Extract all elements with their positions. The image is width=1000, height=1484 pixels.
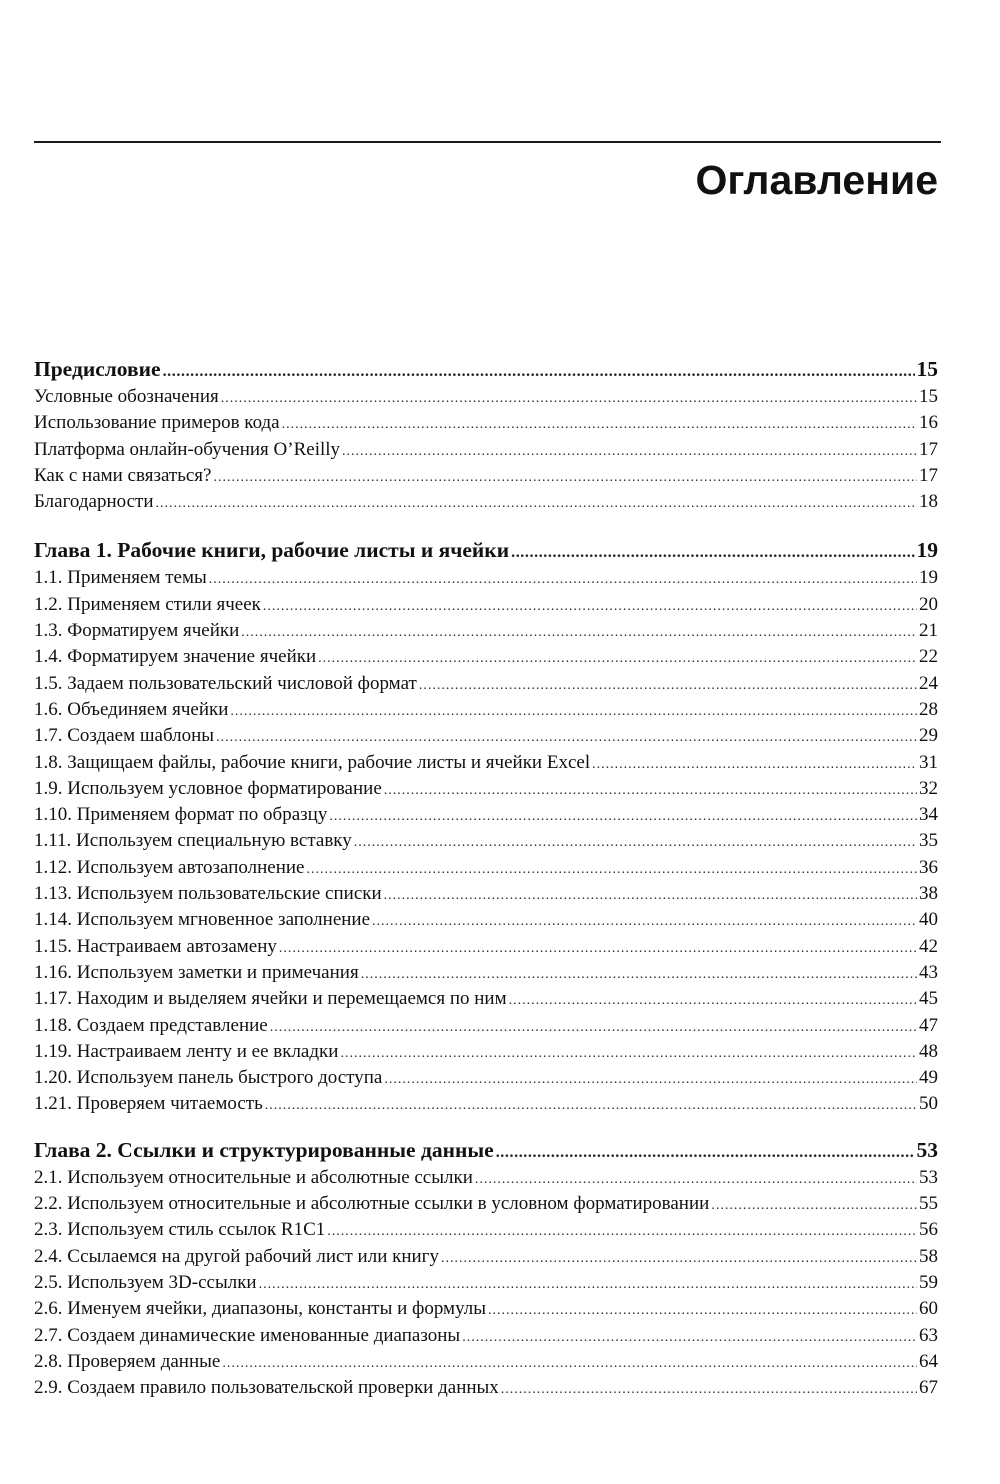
page-number: 67 bbox=[919, 1377, 938, 1399]
toc-entry[interactable] bbox=[34, 802, 938, 828]
toc-entry[interactable] bbox=[34, 1165, 938, 1191]
entry-title: 1.1. Применяем темы bbox=[34, 567, 207, 589]
page-number: 17 bbox=[919, 464, 938, 486]
section-spacer bbox=[34, 515, 938, 535]
dot-leader bbox=[270, 1015, 917, 1041]
dot-leader bbox=[384, 1067, 917, 1093]
entry-title: 2.9. Создаем правило пользовательской проверки данных bbox=[34, 1377, 499, 1399]
entry-title: 1.16. Используем заметки и примечания bbox=[34, 961, 359, 983]
toc-entry[interactable] bbox=[34, 565, 938, 591]
dot-leader bbox=[511, 538, 914, 568]
toc-entry[interactable] bbox=[34, 828, 938, 854]
page-number: 24 bbox=[919, 672, 938, 694]
page-number: 21 bbox=[919, 620, 938, 642]
page-number: 15 bbox=[916, 357, 938, 381]
page-number: 55 bbox=[919, 1193, 938, 1215]
dot-leader bbox=[592, 752, 917, 778]
toc-entry[interactable] bbox=[34, 1270, 938, 1296]
chapter-heading-entry[interactable] bbox=[34, 1135, 938, 1165]
dot-leader bbox=[475, 1167, 917, 1193]
dot-leader bbox=[354, 830, 917, 856]
page-number: 35 bbox=[919, 830, 938, 852]
page-number: 18 bbox=[919, 491, 938, 513]
toc-entry[interactable] bbox=[34, 1039, 938, 1065]
entry-title: Платформа онлайн-обучения O’Reilly bbox=[34, 438, 341, 460]
toc-entry[interactable] bbox=[34, 697, 938, 723]
toc-entry[interactable] bbox=[34, 618, 938, 644]
page-number: 49 bbox=[919, 1067, 938, 1089]
dot-leader bbox=[488, 1298, 917, 1324]
dot-leader bbox=[241, 620, 917, 646]
toc-entry[interactable] bbox=[34, 592, 938, 618]
dot-leader bbox=[496, 1138, 915, 1168]
chapter-heading-entry[interactable] bbox=[34, 354, 938, 384]
entry-title: 1.11. Используем специальную вставку bbox=[34, 830, 352, 852]
toc-entry[interactable] bbox=[34, 855, 938, 881]
toc-entry[interactable] bbox=[34, 463, 938, 489]
dot-leader bbox=[372, 909, 917, 935]
toc-section bbox=[34, 535, 938, 1117]
toc-section bbox=[34, 354, 938, 515]
toc-entry[interactable] bbox=[34, 489, 938, 515]
entry-title: Использование примеров кода bbox=[34, 412, 280, 434]
entry-title: 2.2. Используем относительные и абсолютные ссылки в условном форматировании bbox=[34, 1193, 710, 1215]
page-number: 34 bbox=[919, 804, 938, 826]
dot-leader bbox=[327, 1219, 917, 1245]
page-number: 40 bbox=[919, 909, 938, 931]
entry-title: 2.5. Используем 3D-ссылки bbox=[34, 1271, 257, 1293]
toc-entry[interactable] bbox=[34, 960, 938, 986]
entry-title: 1.21. Проверяем читаемость bbox=[34, 1093, 263, 1115]
page-number: 53 bbox=[919, 1166, 938, 1188]
dot-leader bbox=[265, 1093, 917, 1119]
page-number: 63 bbox=[919, 1324, 938, 1346]
dot-leader bbox=[342, 439, 917, 465]
entry-title: 1.14. Используем мгновенное заполнение bbox=[34, 909, 371, 931]
entry-title: Условные обозначения bbox=[34, 386, 219, 407]
page-number: 20 bbox=[919, 593, 938, 615]
chapter-title: Предисловие bbox=[34, 357, 161, 381]
dot-leader bbox=[259, 1272, 917, 1298]
toc-entry[interactable] bbox=[34, 881, 938, 907]
page-number: 60 bbox=[919, 1298, 938, 1320]
entry-title: Как с нами связаться? bbox=[34, 464, 212, 486]
entry-title: Благодарности bbox=[34, 491, 154, 513]
entry-title: 1.3. Форматируем ячейки bbox=[34, 620, 240, 642]
toc-entry[interactable] bbox=[34, 1296, 938, 1322]
page-number: 47 bbox=[919, 1014, 938, 1036]
page-number: 43 bbox=[919, 961, 938, 983]
header-rule bbox=[34, 141, 941, 143]
entry-title: 1.18. Создаем представление bbox=[34, 1014, 268, 1036]
dot-leader bbox=[209, 567, 917, 593]
toc-entry[interactable] bbox=[34, 410, 938, 436]
entry-title: 1.2. Применяем стили ячеек bbox=[34, 593, 261, 615]
chapter-title: Глава 1. Рабочие книги, рабочие листы и ячейки bbox=[34, 538, 510, 563]
chapter-title: Глава 2. Ссылки и структурированные данные bbox=[34, 1137, 494, 1162]
page-number: 15 bbox=[919, 386, 938, 407]
dot-leader bbox=[361, 962, 917, 988]
toc-entry[interactable] bbox=[34, 1013, 938, 1039]
dot-leader bbox=[384, 883, 917, 909]
page-number: 59 bbox=[919, 1271, 938, 1293]
entry-title: 1.17. Находим и выделяем ячейки и перемещаемся по ним bbox=[34, 988, 507, 1010]
toc-entry[interactable] bbox=[34, 1375, 938, 1401]
entry-title: 2.8. Проверяем данные bbox=[34, 1350, 221, 1372]
toc-entry[interactable] bbox=[34, 1323, 938, 1349]
dot-leader bbox=[318, 646, 917, 672]
dot-leader bbox=[221, 386, 917, 412]
dot-leader bbox=[279, 936, 917, 962]
toc-entry[interactable] bbox=[34, 1091, 938, 1117]
dot-leader bbox=[384, 778, 917, 804]
page-number: 48 bbox=[919, 1040, 938, 1062]
dot-leader bbox=[282, 412, 917, 438]
toc-entry[interactable] bbox=[34, 934, 938, 960]
table-of-contents bbox=[34, 354, 938, 1401]
entry-title: 2.3. Используем стиль ссылок R1C1 bbox=[34, 1219, 326, 1241]
chapter-heading-entry[interactable] bbox=[34, 535, 938, 565]
toc-entry[interactable] bbox=[34, 644, 938, 670]
section-spacer bbox=[34, 1118, 938, 1135]
page-title: Оглавление bbox=[695, 157, 938, 203]
entry-title: 2.1. Используем относительные и абсолютные ссылки bbox=[34, 1166, 473, 1188]
dot-leader bbox=[230, 699, 917, 725]
dot-leader bbox=[419, 673, 917, 699]
page-number: 32 bbox=[919, 777, 938, 799]
page-number: 16 bbox=[919, 412, 938, 434]
dot-leader bbox=[156, 491, 918, 517]
entry-title: 1.6. Объединяем ячейки bbox=[34, 698, 229, 720]
page-number: 38 bbox=[919, 883, 938, 905]
page-number: 58 bbox=[919, 1245, 938, 1267]
page-number: 50 bbox=[919, 1093, 938, 1115]
dot-leader bbox=[306, 857, 917, 883]
page-number: 19 bbox=[919, 567, 938, 589]
page-number: 56 bbox=[919, 1219, 938, 1241]
entry-title: 1.10. Применяем формат по образцу bbox=[34, 804, 328, 826]
entry-title: 1.20. Используем панель быстрого доступа bbox=[34, 1067, 383, 1089]
dot-leader bbox=[163, 357, 915, 387]
page-number: 29 bbox=[919, 725, 938, 747]
toc-entry[interactable] bbox=[34, 907, 938, 933]
toc-entry[interactable] bbox=[34, 1191, 938, 1217]
page-number: 42 bbox=[919, 935, 938, 957]
toc-entry[interactable] bbox=[34, 776, 938, 802]
toc-entry[interactable] bbox=[34, 1065, 938, 1091]
dot-leader bbox=[222, 1351, 917, 1377]
toc-entry[interactable] bbox=[34, 986, 938, 1012]
entry-title: 2.4. Ссылаемся на другой рабочий лист или книгу bbox=[34, 1245, 439, 1267]
dot-leader bbox=[263, 594, 917, 620]
page-number: 17 bbox=[919, 438, 938, 460]
toc-entry[interactable] bbox=[34, 750, 938, 776]
dot-leader bbox=[501, 1377, 917, 1403]
toc-entry[interactable] bbox=[34, 671, 938, 697]
entry-title: 2.6. Именуем ячейки, диапазоны, константы и формулы bbox=[34, 1298, 486, 1320]
dot-leader bbox=[711, 1193, 917, 1219]
entry-title: 1.4. Форматируем значение ячейки bbox=[34, 646, 317, 668]
page-number: 36 bbox=[919, 856, 938, 878]
entry-title: 1.15. Настраиваем автозамену bbox=[34, 935, 277, 957]
entry-title: 1.19. Настраиваем ленту и ее вкладки bbox=[34, 1040, 339, 1062]
page-number: 28 bbox=[919, 698, 938, 720]
dot-leader bbox=[213, 465, 917, 491]
entry-title: 1.13. Используем пользовательские списки bbox=[34, 883, 382, 905]
toc-section bbox=[34, 1135, 938, 1402]
dot-leader bbox=[329, 804, 917, 830]
page-number: 45 bbox=[919, 988, 938, 1010]
entry-title: 1.9. Используем условное форматирование bbox=[34, 777, 382, 799]
dot-leader bbox=[441, 1246, 917, 1272]
toc-entry[interactable] bbox=[34, 437, 938, 463]
toc-entry[interactable] bbox=[34, 1217, 938, 1243]
page-number: 19 bbox=[916, 538, 938, 563]
page-number: 64 bbox=[919, 1350, 938, 1372]
page-number: 31 bbox=[919, 751, 938, 773]
dot-leader bbox=[216, 725, 917, 751]
toc-entry[interactable] bbox=[34, 384, 938, 410]
entry-title: 1.8. Защищаем файлы, рабочие книги, рабочие листы и ячейки Excel bbox=[34, 751, 591, 773]
entry-title: 2.7. Создаем динамические именованные диапазоны bbox=[34, 1324, 461, 1346]
dot-leader bbox=[509, 988, 917, 1014]
dot-leader bbox=[462, 1325, 917, 1351]
entry-title: 1.5. Задаем пользовательский числовой формат bbox=[34, 672, 417, 694]
toc-entry[interactable] bbox=[34, 1349, 938, 1375]
page-number: 53 bbox=[916, 1137, 938, 1162]
entry-title: 1.7. Создаем шаблоны bbox=[34, 725, 215, 747]
toc-entry[interactable] bbox=[34, 1244, 938, 1270]
toc-entry[interactable] bbox=[34, 723, 938, 749]
page-number: 22 bbox=[919, 646, 938, 668]
dot-leader bbox=[340, 1041, 917, 1067]
entry-title: 1.12. Используем автозаполнение bbox=[34, 856, 305, 878]
